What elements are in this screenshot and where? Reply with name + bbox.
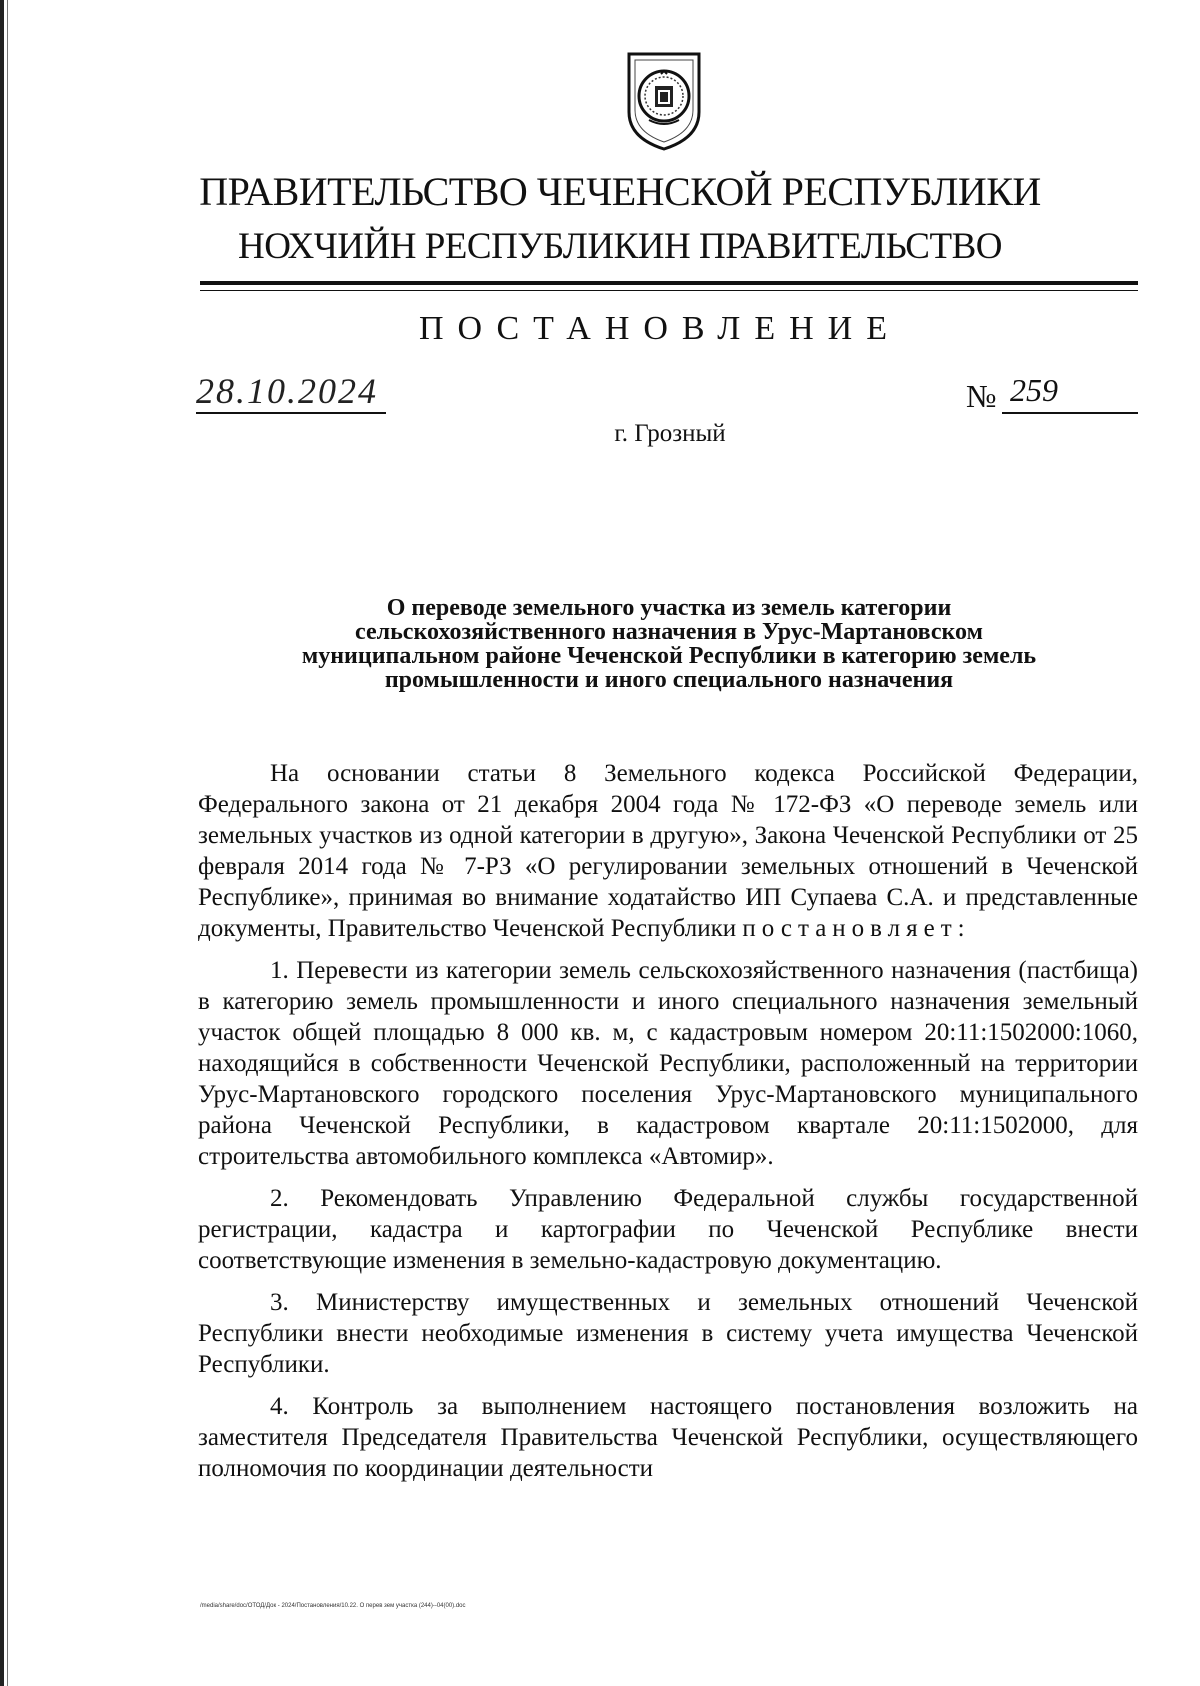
number-label: № [966,378,997,414]
clause-4: 4. Контроль за выполнением настоящего постановления возложить на заместителя Председателя Правительства Чеченской Республики, осуществляющего полномочия по координации деятельности [198,1393,1138,1482]
title-line: муниципальном районе Чеченской Республики в категорию земель [301,643,1037,669]
title-line: сельскохозяйственного назначения в Урус-Мартановском [355,619,983,645]
preamble-paragraph [198,758,1138,944]
coat-of-arms-icon [625,50,703,152]
clause-2: 2. Рекомендовать Управлению Федеральной службы государственной регистрации, кадастра и картографии по Чеченской Республике внести соответствующие изменения в земельно-кадастровую документацию. [198,1185,1138,1274]
file-path-footer: /media/share/doc/ОТОД/Док - 2024/Постановления/10.22. О перев зем участка (244)--04(00).doc [200,1603,466,1609]
document-type: ПОСТАНОВЛЕНИЕ [418,310,902,347]
organization-name: ПРАВИТЕЛЬСТВО ЧЕЧЕНСКОЙ РЕСПУБЛИКИ [199,169,1041,214]
document-body [198,758,1138,1495]
document-date: 28.10.2024 [196,370,386,414]
organization-name-chechen: НОХЧИЙН РЕСПУБЛИКИН ПРАВИТЕЛЬСТВО [237,226,1002,267]
clause-3: 3. Министерству имущественных и земельных отношений Чеченской Республики внести необходимые изменения в систему учета имущества Чеченской Республики. [198,1289,1138,1378]
title-line: О переводе земельного участка из земель категории [386,595,952,621]
document-title [200,596,1138,692]
document-number-field [966,372,1138,414]
header-divider [200,281,1138,285]
number-underline [1002,412,1138,414]
document-number: 259 [1010,372,1058,408]
resolution-verb: постановляет: [742,915,971,942]
scan-edge-line [7,0,8,1686]
scan-edge [0,0,4,1686]
clause-1: 1. Перевести из категории земель сельскохозяйственного назначения (пастбища) в категорию земель промышленности и иного специального назначения земельный участок общей площадью 8 000 кв. м, с кадастровым номером 20:11:1502000:1060, находящийся в собственности Чеченской Республики, расположенный на территории Урус-Мартановского городского поселения Урус-Мартановского муниципального района Чеченской Республики, в кадастровом квартале 20:11:1502000, для строительства автомобильного комплекса «Автомир». [198,957,1138,1170]
preamble-text: На основании статьи 8 Земельного кодекса Российской Федерации, Федерального закона от 21 декабря 2004 года № 172-ФЗ «О переводе земель или земельных участков из одной категории в другую», Закона Чеченской Республики от 25 февраля 2014 года № 7-РЗ «О регулировании земельных отношений в Чеченской Республике», принимая во внимание ходатайство ИП Супаева С.А. и представленные документы, Правительство Чеченской Республики [198,760,1138,942]
document-city: г. Грозный [614,420,726,447]
title-line: промышленности и иного специального назначения [384,667,954,693]
header-divider-thin [200,290,1138,291]
